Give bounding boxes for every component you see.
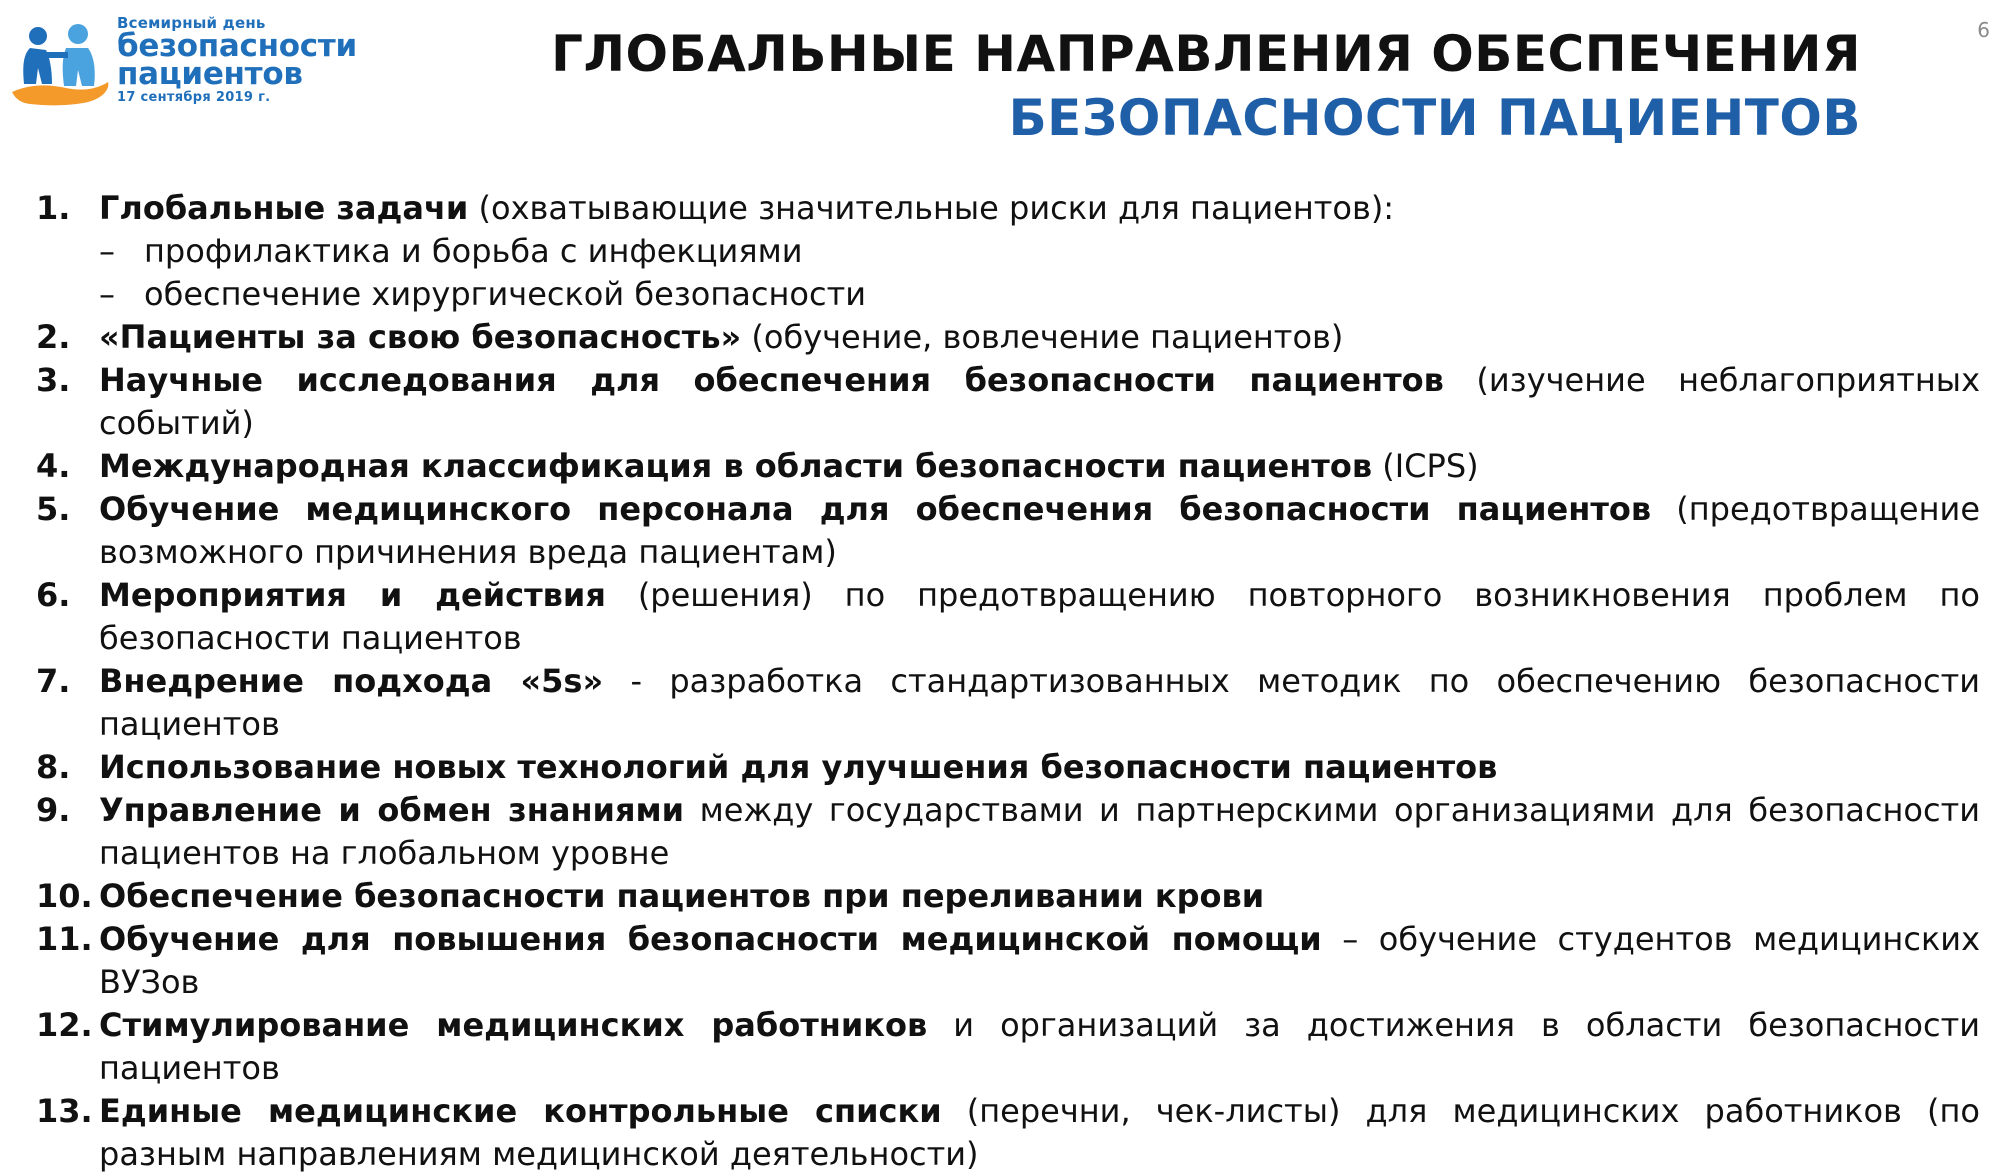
list-item-description: (перечни, чек-листы) для медицинских работников (по разным направлениям медицинской деятельности) — [99, 1092, 1980, 1173]
list-item-description: (предотвращение возможного причинения вреда пациентам) — [99, 490, 1981, 571]
list-item-description: (обучение, вовлечение пациентов) — [741, 318, 1344, 356]
list-item — [36, 316, 1980, 359]
list-item-heading: Обеспечение безопасности пациентов при переливании крови — [99, 877, 1265, 915]
dash-bullet: – — [99, 275, 115, 313]
list-item-heading: Международная классификация в области безопасности пациентов — [99, 447, 1373, 485]
list-item — [36, 875, 1980, 918]
logo-text-line3: пациентов — [117, 56, 303, 92]
list-item — [36, 1004, 1980, 1090]
list-item-number: 1. — [36, 189, 71, 227]
logo-date: 17 сентября 2019 г. — [117, 90, 271, 105]
list-item-description: (ICPS) — [1372, 447, 1479, 485]
slide-title-line2: БЕЗОПАСНОСТИ ПАЦИЕНТОВ — [1008, 89, 1861, 147]
list-item — [36, 746, 1980, 789]
directions-list — [36, 187, 1980, 1176]
list-item-number: 4. — [36, 447, 71, 485]
list-item — [36, 1090, 1980, 1176]
list-item-number: 3. — [36, 361, 71, 399]
page-number: 6 — [1977, 18, 1990, 42]
list-item — [36, 789, 1980, 875]
list-item-heading: Обучение медицинского персонала для обеспечения безопасности пациентов — [99, 490, 1652, 528]
list-item — [36, 574, 1980, 660]
list-item-number: 11. — [36, 920, 93, 958]
list-item-number: 5. — [36, 490, 71, 528]
list-item-number: 9. — [36, 791, 71, 829]
list-item-description: между государствами и партнерскими организациями для безопасности пациентов на глобальном уровне — [99, 791, 1981, 872]
slide-title — [551, 22, 1861, 150]
list-item-heading: Мероприятия и действия — [99, 576, 606, 614]
list-item-heading: Обучение для повышения безопасности медицинской помощи — [99, 920, 1322, 958]
list-item-heading: «Пациенты за свою безопасность» — [99, 318, 742, 356]
list-item-description: – обучение студентов медицинских ВУЗов — [99, 920, 1981, 1001]
list-item-description: и организаций за достижения в области безопасности пациентов — [99, 1006, 1981, 1087]
list-item — [36, 918, 1980, 1004]
patient-safety-people-icon — [8, 14, 116, 114]
event-logo — [8, 14, 357, 114]
list-item — [36, 445, 1980, 488]
list-item-heading: Научные исследования для обеспечения безопасности пациентов — [99, 361, 1444, 399]
list-item-heading: Единые медицинские контрольные списки — [99, 1092, 942, 1130]
list-item — [36, 187, 1980, 230]
sub-list-item — [36, 273, 1980, 316]
logo-text-line1: Всемирный день — [117, 14, 266, 32]
list-item — [36, 488, 1980, 574]
list-item-number: 7. — [36, 662, 71, 700]
sub-list-item-text: обеспечение хирургической безопасности — [144, 275, 867, 313]
dash-bullet: – — [99, 232, 115, 270]
list-item-description: - разработка стандартизованных методик по обеспечению безопасности пациентов — [99, 662, 1981, 743]
list-item-number: 13. — [36, 1092, 93, 1130]
list-item-number: 10. — [36, 877, 93, 915]
logo-text — [117, 14, 357, 107]
list-item-heading: Управление и обмен знаниями — [99, 791, 685, 829]
list-item-heading: Внедрение подхода «5s» — [99, 662, 604, 700]
list-item-number: 8. — [36, 748, 71, 786]
sub-list-item-text: профилактика и борьба с инфекциями — [144, 232, 803, 270]
sub-list-item — [36, 230, 1980, 273]
list-item-description: (решения) по предотвращению повторного возникновения проблем по безопасности пациентов — [99, 576, 1980, 657]
list-item — [36, 359, 1980, 445]
list-item-number: 6. — [36, 576, 71, 614]
slide-title-line1: ГЛОБАЛЬНЫЕ НАПРАВЛЕНИЯ ОБЕСПЕЧЕНИЯ — [551, 25, 1861, 83]
list-item-number: 12. — [36, 1006, 93, 1044]
list-item-description: (изучение неблагоприятных событий) — [99, 361, 1980, 442]
list-item — [36, 660, 1980, 746]
list-item-description: (охватывающие значительные риски для пациентов): — [468, 189, 1395, 227]
list-item-heading: Глобальные задачи — [99, 189, 469, 227]
list-item-heading: Стимулирование медицинских работников — [99, 1006, 928, 1044]
logo-text-line2: безопасности — [117, 28, 357, 64]
list-item-number: 2. — [36, 318, 71, 356]
list-item-heading: Использование новых технологий для улучшения безопасности пациентов — [99, 748, 1498, 786]
